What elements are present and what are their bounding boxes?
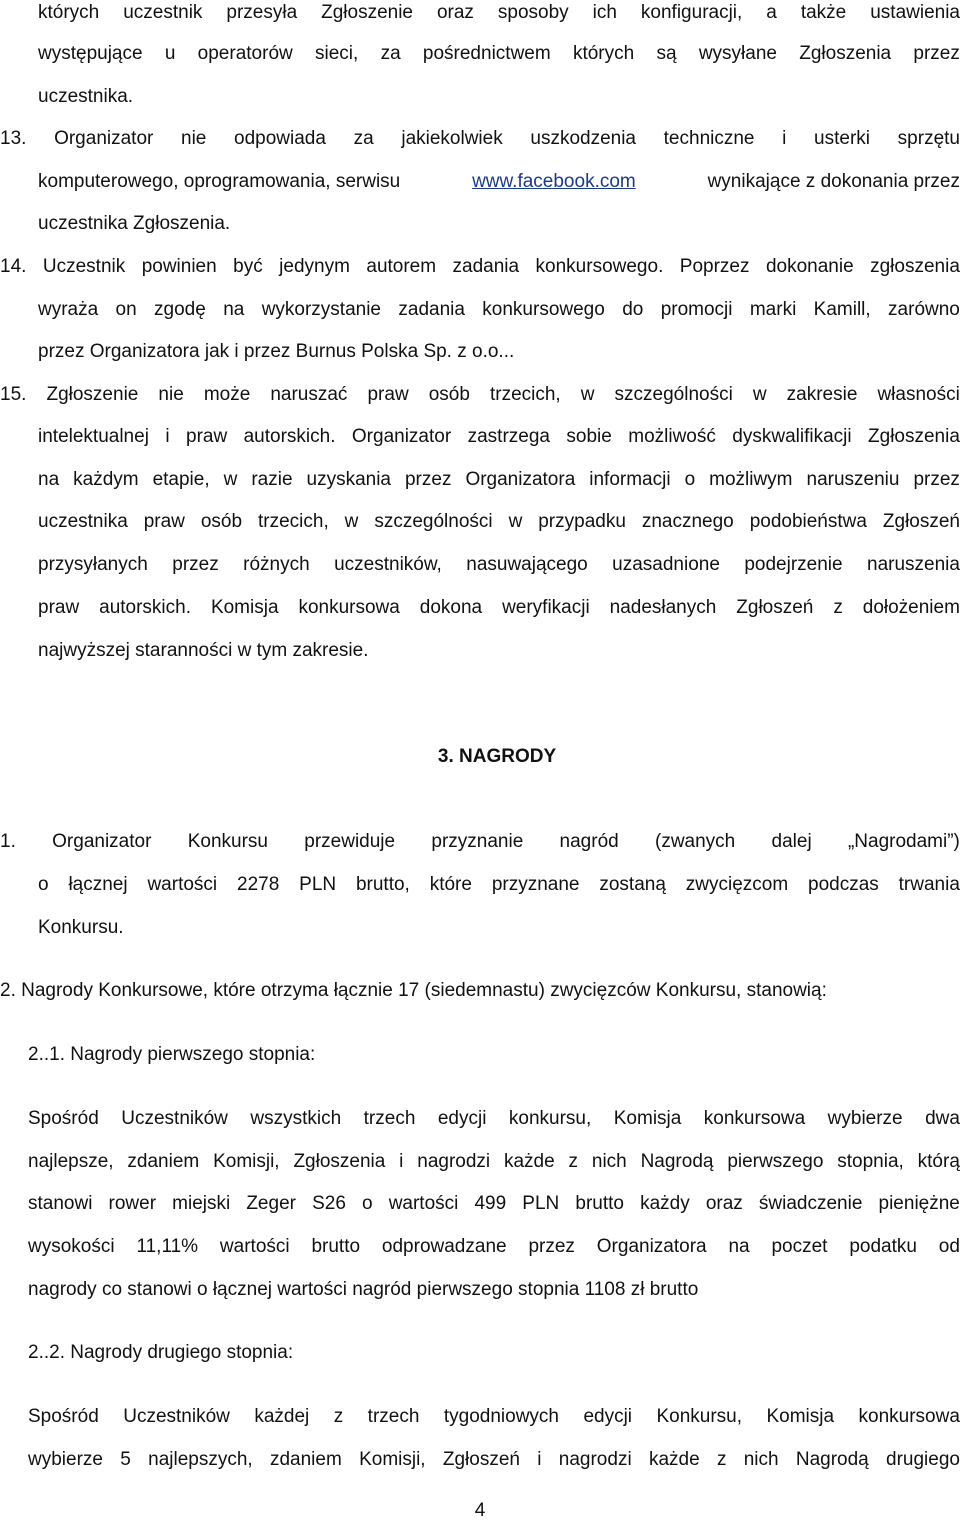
- word: i: [399, 1151, 404, 1172]
- word: 13.: [0, 128, 27, 149]
- word: Nagrodą: [640, 1151, 714, 1172]
- word: przez: [172, 554, 219, 575]
- word: Organizator: [54, 128, 154, 149]
- word: konkursowa: [858, 1406, 960, 1427]
- word: możliwość: [628, 426, 716, 447]
- paragraph-line: [38, 552, 960, 578]
- word: z: [333, 1406, 344, 1427]
- word: Komisja: [613, 1108, 682, 1129]
- word: sposoby: [497, 2, 569, 23]
- word: uzyskania: [306, 469, 391, 490]
- word: sprzętu: [897, 128, 960, 149]
- word: Zgłoszenia: [868, 426, 960, 447]
- line-text: 2..2. Nagrody drugiego stopnia:: [28, 1342, 294, 1363]
- word: rower: [108, 1193, 157, 1214]
- word: autorskich.: [99, 597, 191, 618]
- word: osób: [428, 384, 470, 405]
- word: wybierze: [827, 1108, 903, 1129]
- word: Organizator: [351, 426, 452, 447]
- paragraph-line: [38, 211, 960, 237]
- word: Konkursu,: [656, 1406, 743, 1427]
- word: pieniężne: [878, 1193, 960, 1214]
- word: nich: [591, 1151, 627, 1172]
- word: „Nagrodami”): [847, 831, 960, 852]
- word: znacznego: [641, 511, 734, 532]
- word: każdym: [73, 469, 139, 490]
- paragraph-14: [0, 254, 960, 280]
- word: także: [800, 2, 847, 23]
- word: uczestnika: [38, 511, 128, 532]
- word: Zgłoszeń: [442, 1449, 520, 1470]
- line-text: 2. Nagrody Konkursowe, które otrzyma łącznie 17 (siedemnastu) zwycięzców Konkursu, stanowią:: [0, 980, 827, 1001]
- word: PLN: [522, 1193, 560, 1214]
- word: występujące: [38, 43, 143, 64]
- word: wartości: [388, 1193, 459, 1214]
- word: stanowi: [28, 1193, 93, 1214]
- word: pośrednictwem: [422, 43, 551, 64]
- word: przysyłanych: [38, 554, 148, 575]
- word: jedynym: [279, 256, 350, 277]
- word: 1.: [0, 831, 16, 852]
- word: zdaniem: [269, 1449, 342, 1470]
- facebook-link[interactable]: www.facebook.com: [472, 171, 636, 192]
- paragraph-line: [38, 0, 960, 26]
- word: Komisji,: [213, 1151, 280, 1172]
- word: autorem: [366, 256, 437, 277]
- word: Nagrodą: [795, 1449, 869, 1470]
- paragraph-line: [28, 1191, 960, 1217]
- paragraph-line: [38, 509, 960, 535]
- word: którą: [917, 1151, 960, 1172]
- word: trzech: [363, 1108, 416, 1129]
- word: najlepszych,: [148, 1449, 253, 1470]
- word: osób: [200, 511, 243, 532]
- word: do: [622, 299, 644, 320]
- word: trwania: [898, 874, 960, 895]
- word: pierwszego: [727, 1151, 824, 1172]
- line-text: uczestnika Zgłoszenia.: [38, 213, 231, 234]
- word: oraz: [705, 1193, 743, 1214]
- word: przez: [913, 469, 960, 490]
- word: drugiego: [886, 1449, 960, 1470]
- word: tygodniowych: [443, 1406, 559, 1427]
- word: konfiguracji,: [640, 2, 743, 23]
- word: razie: [251, 469, 293, 490]
- word: uszkodzenia: [530, 128, 636, 149]
- word: najlepsze,: [28, 1151, 114, 1172]
- word: których: [572, 43, 635, 64]
- word: operatorów: [197, 43, 293, 64]
- word: konkursowego: [482, 299, 605, 320]
- word: dwa: [925, 1108, 960, 1129]
- word: praw: [367, 384, 409, 405]
- word: z: [568, 1151, 579, 1172]
- word: konkursowa: [298, 597, 400, 618]
- heading-text: 3. NAGRODY: [437, 746, 557, 767]
- word: przewiduje: [304, 831, 396, 852]
- word: łącznej: [68, 874, 128, 895]
- word: możliwym: [709, 469, 793, 490]
- word: przez: [913, 43, 960, 64]
- word: każde: [503, 1151, 555, 1172]
- word: konkursowego.: [535, 256, 664, 277]
- word: Uczestników: [123, 1406, 230, 1427]
- word: wysyłane: [698, 43, 777, 64]
- word: ustawienia: [870, 2, 960, 23]
- word: przez: [528, 1236, 575, 1257]
- word: praw: [186, 426, 228, 447]
- word: trzecich,: [489, 384, 561, 405]
- word: Uczestnik: [42, 256, 126, 277]
- word: podejrzenie: [744, 554, 843, 575]
- word: które: [429, 874, 472, 895]
- word: szczególności: [614, 384, 733, 405]
- word: i: [537, 1449, 542, 1470]
- paragraph-line: [38, 41, 960, 67]
- word: Spośród: [28, 1108, 99, 1129]
- word: nagrodzi: [417, 1151, 491, 1172]
- paragraph-line: [28, 1106, 960, 1132]
- word: na: [728, 1236, 750, 1257]
- word: naruszać: [270, 384, 348, 405]
- paragraph-line: [28, 1277, 960, 1303]
- word: etapie,: [152, 469, 210, 490]
- word: stopnia,: [837, 1151, 904, 1172]
- paragraph-line: [38, 872, 960, 898]
- paragraph-line: [38, 467, 960, 493]
- word: Organizatora: [465, 469, 576, 490]
- line-text: przez Organizatora jak i przez Burnus Polska Sp. z o.o...: [38, 341, 515, 362]
- word: S26: [312, 1193, 346, 1214]
- word: nich: [743, 1449, 779, 1470]
- subsection-title-2: [28, 1340, 960, 1366]
- word: Zgłoszenia: [293, 1151, 386, 1172]
- word: intelektualnej: [38, 426, 149, 447]
- word: Zgłoszenia: [799, 43, 892, 64]
- word: nagród: [559, 831, 619, 852]
- word: wszystkich: [250, 1108, 342, 1129]
- word: za: [380, 43, 401, 64]
- word: marki: [749, 299, 797, 320]
- word: od: [938, 1236, 960, 1257]
- word: zadania: [452, 256, 520, 277]
- word: dokona: [419, 597, 483, 618]
- word: których: [38, 2, 100, 23]
- word: podatku: [849, 1236, 917, 1257]
- word: Poprzez: [679, 256, 750, 277]
- word: edycji: [437, 1108, 487, 1129]
- word: jakiekolwiek: [401, 128, 503, 149]
- word: edycji: [583, 1406, 633, 1427]
- word: praw: [38, 597, 80, 618]
- line-text: wynikające z dokonania przez: [707, 171, 960, 192]
- word: dalej: [771, 831, 812, 852]
- word: miejski: [172, 1193, 231, 1214]
- word: w: [344, 511, 359, 532]
- word: zdaniem: [127, 1151, 200, 1172]
- word: nie: [181, 128, 207, 149]
- paragraph-line: [38, 424, 960, 450]
- paragraph-line: [38, 595, 960, 621]
- subsection-title-1: [28, 1042, 960, 1068]
- word: w: [223, 469, 238, 490]
- word: zgodę: [154, 299, 206, 320]
- word: nadesłanych: [609, 597, 717, 618]
- word: sieci,: [315, 43, 359, 64]
- prize-paragraph-1: [0, 829, 960, 855]
- word: zgłoszenia: [870, 256, 960, 277]
- word: i: [782, 128, 787, 149]
- word: w: [580, 384, 595, 405]
- word: wyraża: [38, 299, 99, 320]
- line-text: komputerowego, oprogramowania, serwisu: [38, 171, 401, 192]
- word: zostaną: [599, 874, 666, 895]
- word: Zgłoszenie: [46, 384, 139, 405]
- word: uczestnik: [123, 2, 203, 23]
- word: na: [223, 299, 245, 320]
- word: trzecich,: [257, 511, 329, 532]
- word: nagrodzi: [558, 1449, 632, 1470]
- word: usterki: [814, 128, 871, 149]
- word: uzasadnione: [612, 554, 720, 575]
- paragraph-line: [28, 1404, 960, 1430]
- paragraph-13: [0, 126, 960, 152]
- word: zarówno: [888, 299, 960, 320]
- word: być: [233, 256, 263, 277]
- word: zadania: [398, 299, 465, 320]
- word: przyznanie: [431, 831, 524, 852]
- word: u: [164, 43, 176, 64]
- word: i: [165, 426, 170, 447]
- word: brutto: [311, 1236, 361, 1257]
- word: 5: [120, 1449, 131, 1470]
- word: każdy: [640, 1193, 690, 1214]
- line-text: 2..1. Nagrody pierwszego stopnia:: [28, 1044, 316, 1065]
- word: odprowadzane: [381, 1236, 507, 1257]
- word: wartości: [147, 874, 218, 895]
- word: o: [38, 874, 49, 895]
- word: za: [353, 128, 374, 149]
- word: sobie: [566, 426, 612, 447]
- word: Organizator: [52, 831, 152, 852]
- word: szczególności: [374, 511, 493, 532]
- word: Zgłoszeń: [882, 511, 960, 532]
- paragraph-line: [38, 84, 960, 110]
- word: zwycięzcom: [685, 874, 789, 895]
- word: z: [716, 1449, 727, 1470]
- word: konkursowa: [703, 1108, 806, 1129]
- paragraph-line: [38, 297, 960, 323]
- line-text: Konkursu.: [38, 917, 124, 938]
- word: w: [752, 384, 767, 405]
- word: o: [684, 469, 696, 490]
- word: różnych: [243, 554, 310, 575]
- word: dołożeniem: [862, 597, 960, 618]
- word: Kamill,: [813, 299, 871, 320]
- paragraph-line: [38, 638, 960, 664]
- paragraph-line: [28, 1149, 960, 1175]
- word: powinien: [141, 256, 217, 277]
- word: Konkursu: [187, 831, 268, 852]
- word: PLN: [299, 874, 337, 895]
- word: w: [508, 511, 523, 532]
- word: 15.: [0, 384, 27, 405]
- word: Organizatora: [596, 1236, 707, 1257]
- paragraph-line: [38, 915, 960, 941]
- word: techniczne: [663, 128, 755, 149]
- paragraph-line: [38, 169, 960, 195]
- word: konkursu,: [508, 1108, 592, 1129]
- section-heading: [34, 744, 960, 770]
- paragraph-line: [28, 1447, 960, 1473]
- word: ich: [592, 2, 617, 23]
- word: Zeger: [246, 1193, 296, 1214]
- word: z: [833, 597, 843, 618]
- word: 11,11%: [136, 1236, 199, 1257]
- word: naruszeniu: [806, 469, 900, 490]
- word: poczet: [771, 1236, 828, 1257]
- paragraph-line: [38, 339, 960, 365]
- word: oraz: [436, 2, 474, 23]
- word: zakresie: [786, 384, 858, 405]
- word: brutto,: [355, 874, 410, 895]
- word: praw: [143, 511, 185, 532]
- word: każdej: [254, 1406, 310, 1427]
- word: Spośród: [28, 1406, 99, 1427]
- word: Komisja: [210, 597, 279, 618]
- word: wartości: [219, 1236, 290, 1257]
- word: Zgłoszeń: [736, 597, 814, 618]
- word: brutto: [575, 1193, 624, 1214]
- word: on: [115, 299, 137, 320]
- word: przyznane: [491, 874, 580, 895]
- line-text: najwyższej staranności w tym zakresie.: [38, 640, 369, 661]
- word: informacji: [589, 469, 671, 490]
- word: są: [656, 43, 677, 64]
- word: świadczenie: [758, 1193, 863, 1214]
- paragraph-15: [0, 382, 960, 408]
- word: 14.: [0, 256, 27, 277]
- word: wykorzystanie: [261, 299, 382, 320]
- word: Zgłoszenie: [321, 2, 413, 23]
- word: promocji: [660, 299, 733, 320]
- word: może: [203, 384, 251, 405]
- word: podobieństwa: [749, 511, 867, 532]
- word: dyskwalifikacji: [732, 426, 852, 447]
- word: weryfikacji: [502, 597, 590, 618]
- word: nie: [158, 384, 184, 405]
- page-number: 4: [474, 1500, 486, 1521]
- word: własności: [877, 384, 960, 405]
- word: przesyła: [226, 2, 298, 23]
- word: zastrzega: [467, 426, 550, 447]
- word: przypadku: [538, 511, 626, 532]
- word: podczas: [808, 874, 879, 895]
- word: a: [766, 2, 777, 23]
- word: dokonanie: [765, 256, 854, 277]
- word: 499: [474, 1193, 507, 1214]
- word: wysokości: [28, 1236, 115, 1257]
- word: nasuwającego: [466, 554, 588, 575]
- paragraph-line: [28, 1234, 960, 1260]
- word: Komisja: [766, 1406, 835, 1427]
- word: przez: [404, 469, 452, 490]
- word: Komisji,: [359, 1449, 426, 1470]
- word: Uczestników: [121, 1108, 228, 1129]
- word: odpowiada: [234, 128, 326, 149]
- word: każde: [648, 1449, 700, 1470]
- word: naruszenia: [867, 554, 960, 575]
- line-text: nagrody co stanowi o łącznej wartości nagród pierwszego stopnia 1108 zł brutto: [28, 1279, 699, 1300]
- word: o: [362, 1193, 373, 1214]
- word: uczestników,: [334, 554, 442, 575]
- prize-paragraph-2: [0, 978, 960, 1004]
- word: wybierze: [28, 1449, 103, 1470]
- line-text: uczestnika.: [38, 86, 134, 107]
- word: autorskich.: [243, 426, 336, 447]
- word: (zwanych: [655, 831, 736, 852]
- word: trzech: [367, 1406, 420, 1427]
- word: na: [38, 469, 60, 490]
- word: 2278: [237, 874, 280, 895]
